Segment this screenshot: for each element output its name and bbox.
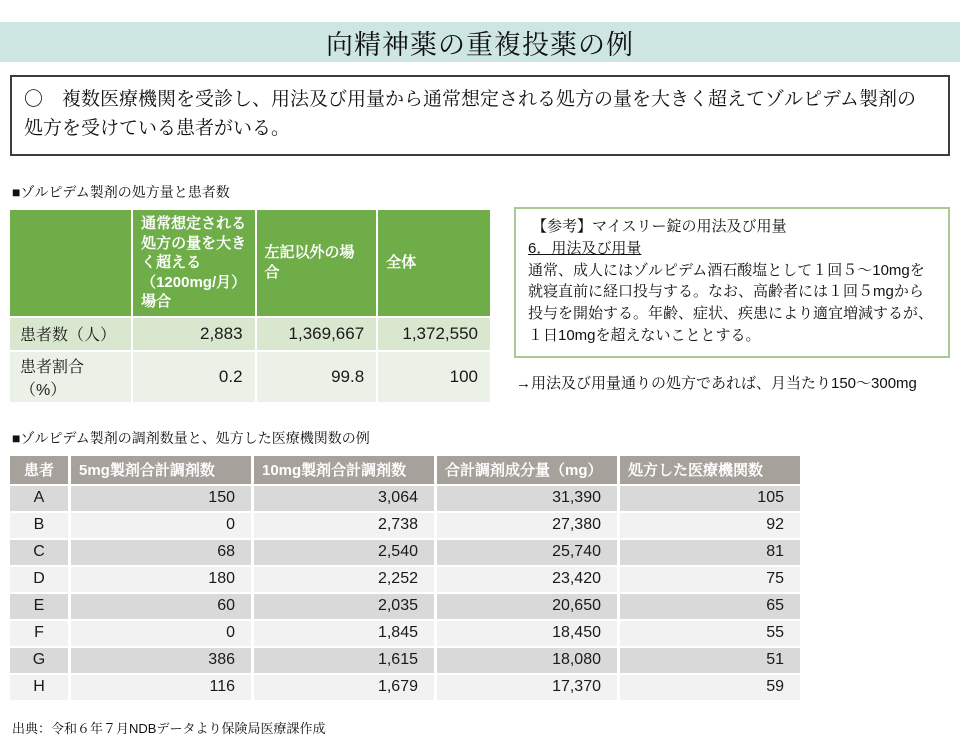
column-header	[10, 210, 131, 316]
header-row	[10, 456, 800, 484]
table-cell: 99.8	[257, 352, 377, 402]
table-row	[10, 513, 800, 538]
row-label: B	[10, 513, 68, 538]
table-cell: 105	[620, 486, 800, 511]
dispensing-table	[7, 454, 803, 702]
content-row	[10, 182, 950, 404]
row-label: 患者割合（%）	[10, 352, 131, 402]
dosage-note: →用法及び用量通りの処方であれば、月当たり150～300mg	[516, 374, 917, 392]
row-label: H	[10, 675, 68, 700]
table-row	[10, 594, 800, 619]
table-cell: 3,064	[254, 486, 434, 511]
table-cell: 55	[620, 621, 800, 646]
table-row	[10, 567, 800, 592]
row-label: E	[10, 594, 68, 619]
table-cell: 180	[71, 567, 251, 592]
column-header: 5mg製剤合計調剤数	[71, 456, 251, 484]
table-cell: 2,738	[254, 513, 434, 538]
row-label: C	[10, 540, 68, 565]
source-note: 出典：令和６年７月NDBデータより保険局医療課作成	[12, 720, 326, 736]
reference-box	[514, 207, 950, 358]
table-row	[10, 621, 800, 646]
table-cell: 1,372,550	[378, 318, 490, 350]
table-cell: 1,369,667	[257, 318, 377, 350]
table-cell: 2,035	[254, 594, 434, 619]
table-cell: 0	[71, 513, 251, 538]
table-cell: 81	[620, 540, 800, 565]
dispensing-section	[10, 428, 950, 702]
prescription-table	[8, 208, 492, 404]
table-cell: 51	[620, 648, 800, 673]
section1-heading: ■ゾルピデム製剤の処方量と患者数	[12, 184, 230, 200]
table-cell: 1,615	[254, 648, 434, 673]
title-bar	[0, 22, 960, 62]
row-label: 患者数（人）	[10, 318, 131, 350]
row-label: G	[10, 648, 68, 673]
column-header: 合計調剤成分量（mg）	[437, 456, 617, 484]
table-cell: 386	[71, 648, 251, 673]
table-cell: 2,883	[133, 318, 254, 350]
row-label: F	[10, 621, 68, 646]
table-cell: 0	[71, 621, 251, 646]
table-row	[10, 540, 800, 565]
table-row	[10, 648, 800, 673]
row-label: D	[10, 567, 68, 592]
table-row	[10, 486, 800, 511]
reference-body: 通常、成人にはゾルピデム酒石酸塩として１回５～10mgを就寝直前に経口投与する。なお、高齢者には１回５mgから投与を開始する。年齢、症状、疾患により適宜増減するが、１日10mgを超えないこととする。	[528, 261, 934, 344]
table-row	[10, 318, 490, 350]
table-cell: 25,740	[437, 540, 617, 565]
table-cell: 0.2	[133, 352, 254, 402]
column-header: 通常想定される処方の量を大きく超える（1200mg/月）場合	[133, 210, 254, 316]
table-cell: 1,679	[254, 675, 434, 700]
table-cell: 60	[71, 594, 251, 619]
reference-subtitle: 6．用法及び用量	[528, 239, 642, 257]
table-cell: 27,380	[437, 513, 617, 538]
reference-section	[514, 207, 950, 404]
table-cell: 65	[620, 594, 800, 619]
row-label: A	[10, 486, 68, 511]
column-header: 10mg製剤合計調剤数	[254, 456, 434, 484]
table-cell: 150	[71, 486, 251, 511]
header-row	[10, 210, 490, 316]
reference-title: 【参考】マイスリー錠の用法及び用量	[532, 218, 787, 235]
table-cell: 2,252	[254, 567, 434, 592]
prescription-section	[10, 182, 492, 404]
statement-box	[10, 75, 950, 156]
statement-text: 〇 複数医療機関を受診し、用法及び用量から通常想定される処方の量を大きく超えてゾルピデム製剤の処方を受けている患者がいる。	[24, 89, 917, 139]
table-cell: 100	[378, 352, 490, 402]
table-cell: 92	[620, 513, 800, 538]
section2-heading: ■ゾルピデム製剤の調剤数量と、処方した医療機関数の例	[12, 429, 370, 446]
table-cell: 18,450	[437, 621, 617, 646]
table-cell: 23,420	[437, 567, 617, 592]
table-cell: 68	[71, 540, 251, 565]
table-cell: 116	[71, 675, 251, 700]
table-row	[10, 352, 490, 402]
column-header: 処方した医療機関数	[620, 456, 800, 484]
table-cell: 31,390	[437, 486, 617, 511]
table-cell: 20,650	[437, 594, 617, 619]
column-header: 左記以外の場合	[257, 210, 377, 316]
table-cell: 18,080	[437, 648, 617, 673]
page-title: 向精神薬の重複投薬の例	[326, 29, 634, 60]
column-header: 患者	[10, 456, 68, 484]
table-cell: 59	[620, 675, 800, 700]
table-cell: 75	[620, 567, 800, 592]
column-header: 全体	[378, 210, 490, 316]
table-cell: 1,845	[254, 621, 434, 646]
table-row	[10, 675, 800, 700]
table-cell: 17,370	[437, 675, 617, 700]
table-cell: 2,540	[254, 540, 434, 565]
